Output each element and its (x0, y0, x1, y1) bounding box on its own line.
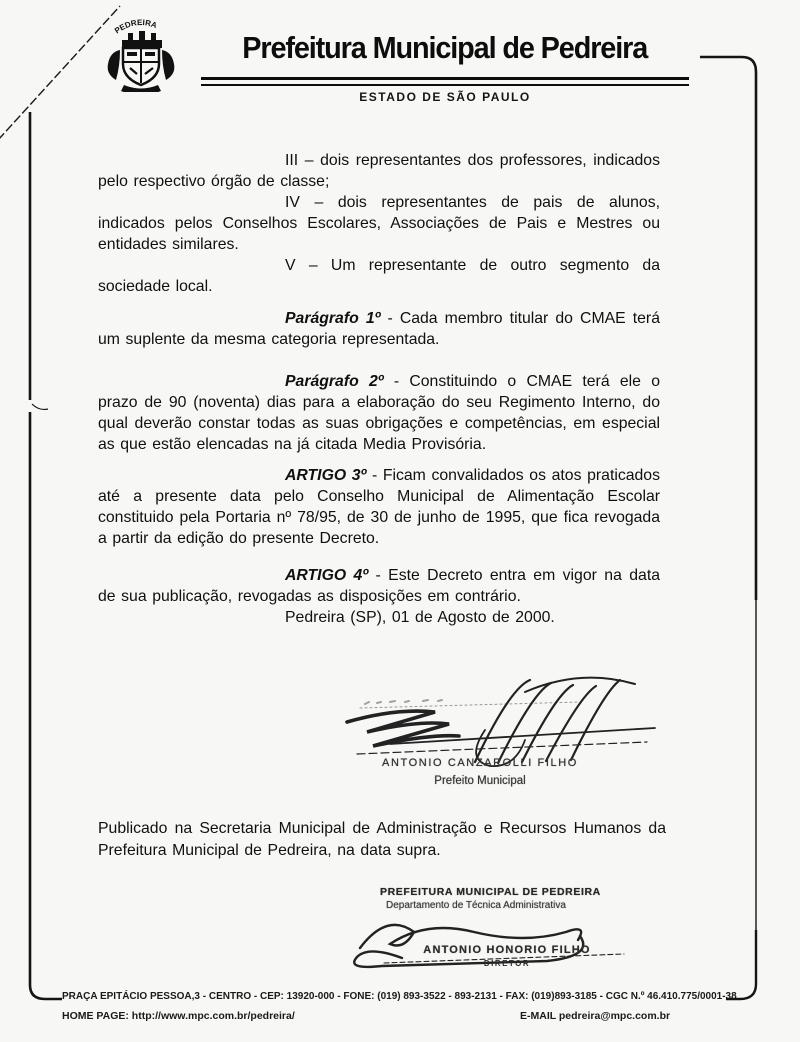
crest-arc-text: PEDREIRA (112, 17, 159, 36)
clause-iv (98, 192, 660, 255)
dateline: Pedreira (SP), 01 de Agosto de 2000. (285, 609, 555, 626)
state-subtitle: ESTADO DE SÃO PAULO (359, 90, 531, 104)
clause-text: V – Um representante de outro segmento da sociedade local. (98, 257, 660, 295)
clause-text: III – dois representantes dos professores, indicados pelo respectivo órgão de classe; (98, 152, 660, 190)
director-role: DIRETOR (483, 959, 531, 968)
stamp-dept-line: Departamento de Técnica Administrativa (386, 900, 566, 911)
department-stamp (352, 886, 662, 968)
artigo-4 (98, 565, 660, 607)
document-body (98, 150, 660, 628)
footer-homepage: HOME PAGE: http://www.mpc.com.br/pedreira/ (62, 1010, 295, 1022)
publication-note: Publicado na Secretaria Municipal de Administração e Recursos Humanos da Prefeitura Municipal de Pedreira, na data supra. (98, 820, 666, 859)
mayor-name: ANTONIO CANZAROLLI FILHO (382, 757, 578, 769)
paragrafo-1 (98, 308, 660, 350)
mayor-role: Prefeito Municipal (434, 775, 526, 787)
stamp-org-line: PREFEITURA MUNICIPAL DE PEDREIRA (380, 886, 601, 898)
page-title: Prefeitura Municipal de Pedreira (242, 30, 648, 65)
footer-email: E-MAIL pedreira@mpc.com.br (520, 1010, 671, 1022)
paragraph-lead: Parágrafo 1º (285, 310, 381, 327)
paragraph-text: - Cada membro titular do CMAE terá um suplente da mesma categoria representada. (98, 310, 660, 348)
pedreira-coat-of-arms-icon (94, 10, 188, 92)
clause-iii (98, 150, 660, 192)
article-text: - Este Decreto entra em vigor na data de sua publicação, revogadas as disposições em contrário. (98, 567, 660, 605)
clause-v (98, 255, 660, 297)
paragrafo-2 (98, 371, 660, 455)
title-underline-top (201, 77, 689, 80)
footer-address-line: PRAÇA EPITÁCIO PESSOA,3 - CENTRO - CEP: 13920-000 - FONE: (019) 893-3522 - 893-2131 - FAX: (019)893-3185 - CGC N.º 46.410.775/0001-38 (62, 991, 737, 1002)
title-underline-bottom (201, 84, 689, 86)
clause-text: IV – dois representantes de pais de alunos, indicados pelos Conselhos Escolares, Associações de Pais e Mestres ou entidades similares. (98, 194, 660, 253)
article-lead: ARTIGO 4º (285, 567, 369, 584)
mayor-signature-scribble (335, 670, 665, 770)
svg-text:PEDREIRA (113, 18, 158, 35)
header (180, 30, 710, 66)
article-text: - Ficam convalidados os atos praticados até a presente data pelo Conselho Municipal de Alimentação Escolar constituido pela Portaria nº 78/95, de 30 de junho de 1995, que fica revogada a partir da edição do presente Decreto. (98, 467, 660, 547)
director-name: ANTONIO HONORIO FILHO (423, 944, 591, 956)
paragraph-text: - Constituindo o CMAE terá ele o prazo de 90 (noventa) dias para a elaboração do seu Regimento Interno, do qual deverão constar todas as suas obrigações e competências, em especial as que estão elencadas na já citada Media Provisória. (98, 373, 660, 453)
paragraph-lead: Parágrafo 2º (285, 373, 384, 390)
artigo-3 (98, 465, 660, 549)
article-lead: ARTIGO 3º (285, 467, 367, 484)
